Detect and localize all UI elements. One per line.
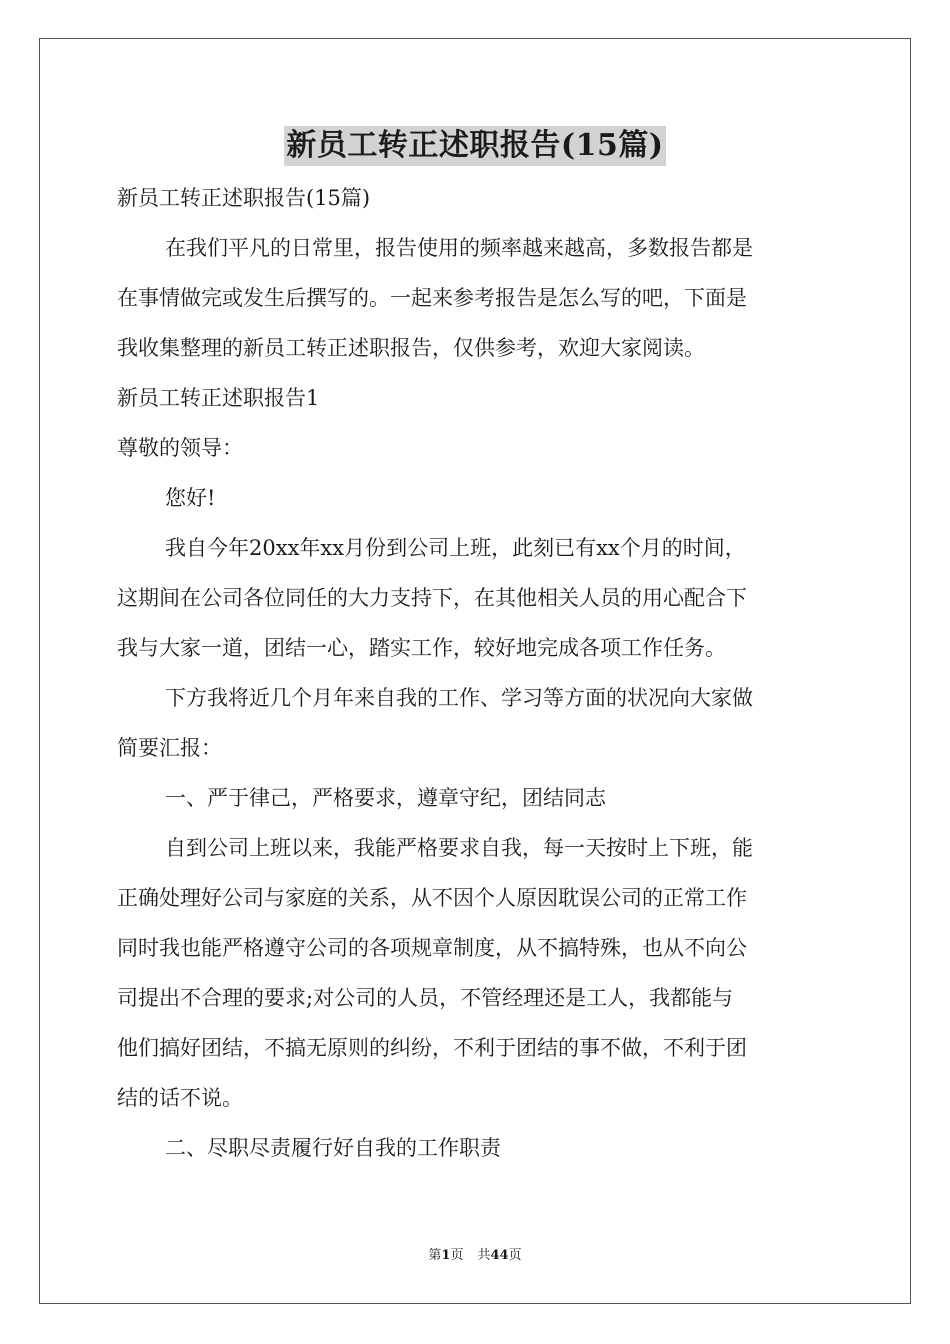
greeting: 您好! — [165, 486, 216, 510]
total-prefix: 共 — [477, 1248, 491, 1263]
paragraph-line: 自到公司上班以来，我能严格要求自我，每一天按时上下班，能 — [165, 836, 753, 860]
paragraph-line: 在我们平凡的日常里，报告使用的频率越来越高，多数报告都是 — [165, 236, 753, 260]
section-heading: 二、尽职尽责履行好自我的工作职责 — [165, 1136, 501, 1160]
page-prefix: 第 — [428, 1248, 442, 1263]
page-number: 1 — [441, 1248, 451, 1263]
salutation: 尊敬的领导： — [117, 436, 243, 460]
paragraph-line: 下方我将近几个月年来自我的工作、学习等方面的状况向大家做 — [165, 686, 753, 710]
document-title: 新员工转正述职报告(15篇) — [284, 126, 665, 166]
paragraph-line: 正确处理好公司与家庭的关系，从不因个人原因耽误公司的正常工作 — [117, 886, 747, 910]
paragraph-line: 这期间在公司各位同任的大力支持下，在其他相关人员的用心配合下 — [117, 586, 747, 610]
paragraph-line: 结的话不说。 — [117, 1086, 243, 1110]
total-suffix: 页 — [508, 1248, 522, 1263]
section-heading: 一、严于律己，严格要求，遵章守纪，团结同志 — [165, 786, 606, 810]
paragraph-line: 他们搞好团结，不搞无原则的纠纷，不利于团结的事不做，不利于团 — [117, 1036, 747, 1060]
total-pages: 44 — [490, 1248, 509, 1263]
page-suffix: 页 — [450, 1248, 464, 1263]
subtitle-line: 新员工转正述职报告(15篇) — [117, 186, 371, 210]
page-frame — [39, 38, 911, 1304]
title-block — [0, 126, 950, 166]
paragraph-line: 我与大家一道，团结一心，踏实工作，较好地完成各项工作任务。 — [117, 636, 726, 660]
paragraph-line: 在事情做完或发生后撰写的。一起来参考报告是怎么写的吧，下面是 — [117, 286, 747, 310]
paragraph-line: 简要汇报： — [117, 736, 222, 760]
paragraph-line: 司提出不合理的要求;对公司的人员，不管经理还是工人，我都能与 — [117, 986, 734, 1010]
section-heading: 新员工转正述职报告1 — [117, 386, 320, 410]
page-footer — [0, 1247, 950, 1265]
paragraph-line: 我收集整理的新员工转正述职报告，仅供参考，欢迎大家阅读。 — [117, 336, 705, 360]
paragraph-line: 我自今年20xx年xx月份到公司上班，此刻已有xx个月的时间， — [165, 536, 746, 560]
paragraph-line: 同时我也能严格遵守公司的各项规章制度，从不搞特殊，也从不向公 — [117, 936, 747, 960]
